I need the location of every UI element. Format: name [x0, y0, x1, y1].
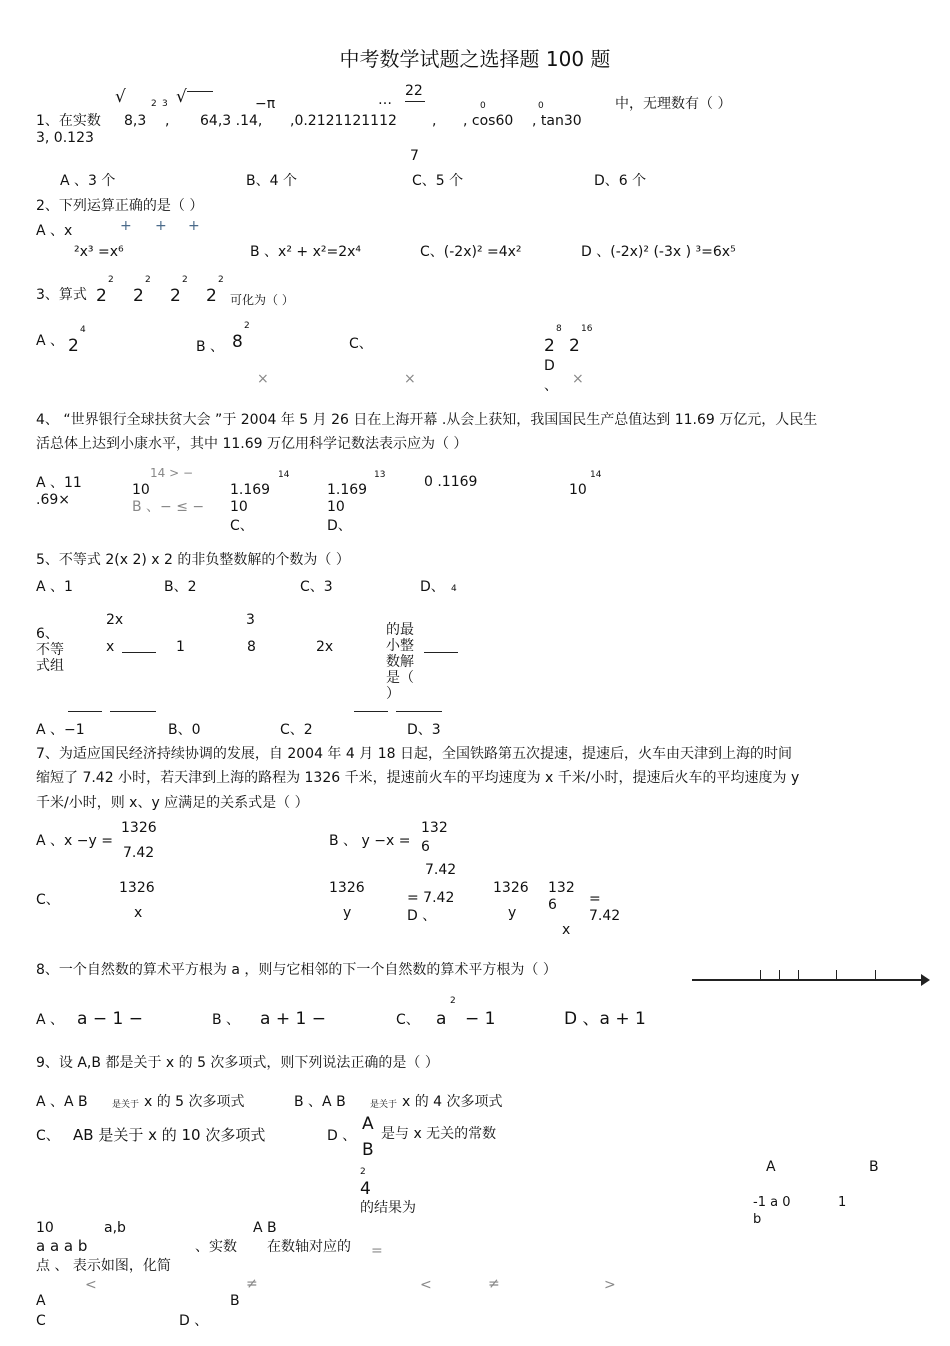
greater-than-sign: >: [604, 1277, 616, 1293]
option-b: B 、: [212, 1012, 241, 1028]
option-c: C、(-2x)² =4x²: [420, 244, 522, 260]
q6-text: 的最: [386, 622, 414, 638]
option-b: B 、: [196, 339, 225, 355]
q6-text: 8: [247, 639, 256, 655]
degree-mark: 0: [480, 101, 486, 111]
option-a: A 、−1: [36, 722, 85, 738]
option-c: C、: [36, 892, 60, 908]
q7-text: 缩短了 7.42 小时，若天津到上海的路程为 1326 千米，提速前火车的平均速度为 x 千米/小时，提速后火车的平均速度为 y: [36, 770, 800, 786]
option-c: C、2: [280, 722, 313, 738]
not-equal-sign: ≠: [246, 1276, 258, 1292]
plus-mark: +: [120, 218, 132, 234]
option-d: D、: [327, 518, 352, 534]
option-b: B、2: [164, 579, 197, 595]
option-d: D 、a + 1: [564, 1009, 646, 1029]
q5-text: 5、不等式 2(x 2) x 2 的非负整数解的个数为（ ）: [36, 552, 350, 568]
less-than-sign: <: [420, 1277, 432, 1293]
option-d: D、3: [407, 722, 441, 738]
q10-text: 的结果为: [360, 1200, 416, 1216]
option-d-exponent: 14: [590, 470, 602, 480]
q10-text: 10: [36, 1220, 54, 1236]
q6-text: 3: [246, 612, 255, 628]
q10-text: 在数轴对应的: [267, 1239, 351, 1255]
option-a-value: 10: [132, 482, 150, 498]
q1-text: , tan30: [532, 113, 582, 129]
q6-text: 6、: [36, 626, 59, 642]
q3-exponent: 2: [145, 275, 151, 285]
option-a-value: a − 1 −: [77, 1009, 143, 1029]
number-line-labels: -1 a 0: [753, 1195, 791, 1210]
q3-base: 2: [170, 286, 181, 306]
option-a: A 、11: [36, 475, 82, 491]
option-d: D: [544, 358, 555, 374]
q10-text: A B: [253, 1220, 277, 1236]
option-a: A 、: [36, 333, 65, 349]
q2-text: A 、x: [36, 223, 73, 239]
q1-text: 1、在实数: [36, 113, 101, 129]
option-c-value: = 7.42: [407, 890, 455, 906]
option-d: D 、(-2x)² (-3x ) ³=6x⁵: [581, 244, 736, 260]
option-d-value: y: [508, 905, 517, 921]
option-b-value: a + 1 −: [260, 1009, 326, 1029]
q10-text: 4: [360, 1179, 371, 1199]
option-a: A 、x −y =: [36, 833, 113, 849]
q2-text: 2、下列运算正确的是（ ）: [36, 198, 204, 214]
q6-text: 数解: [386, 654, 414, 670]
sqrt-icon: √: [115, 87, 126, 107]
q1-text: , cos60: [463, 113, 514, 129]
q4-text: 活总体上达到小康水平，其中 11.69 万亿用科学记数法表示应为（ ）: [36, 436, 468, 452]
option-b: B、4 个: [246, 173, 297, 189]
q10-text: a a a b: [36, 1237, 88, 1255]
option-d-value: x: [562, 922, 571, 938]
q6-text: 不等: [36, 642, 64, 658]
option-b-value: 1.169: [230, 482, 271, 498]
plus-mark: +: [188, 218, 200, 234]
option-b: x 的 4 次多项式: [402, 1094, 503, 1110]
q6-text: 1: [176, 639, 185, 655]
number-line-tick: [798, 970, 799, 980]
option-c: C、: [349, 336, 373, 352]
option-c: C: [36, 1313, 46, 1329]
q6-text: 是（: [386, 670, 414, 686]
times-icon: ×: [572, 371, 584, 387]
option-d-value: 4: [451, 584, 457, 594]
option-b-value: 8: [232, 332, 243, 352]
fraction-numerator: 22: [405, 83, 423, 99]
blank: [110, 711, 156, 712]
q4-text: 4、 “世界银行全球扶贫大会 ”于 2004 年 5 月 26 日在上海开幕 .从会上获知，我国国民生产总值达到 11.69 万亿元，人民生: [36, 412, 818, 428]
times-icon: ×: [404, 371, 416, 387]
option-a: A 、: [36, 1012, 65, 1028]
number-line-arrow-icon: [692, 979, 922, 981]
q9-text: 9、设 A,B 都是关于 x 的 5 次多项式，则下列说法正确的是（ ）: [36, 1055, 439, 1071]
q6-text: 2x: [316, 639, 334, 655]
option-c-exponent: 13: [374, 470, 386, 480]
option-d-value: 1326: [493, 880, 529, 896]
option-b: 是关于: [370, 1100, 398, 1110]
option-b: B 、x² + x²=2x⁴: [250, 244, 362, 260]
option-value: 2: [544, 336, 555, 356]
q3-exponent: 2: [108, 275, 114, 285]
less-than-sign: <: [85, 1277, 97, 1293]
q3-exponent: 2: [218, 275, 224, 285]
option-d-value: 7.42: [589, 908, 621, 924]
q3-exponent: 2: [182, 275, 188, 285]
option-a-exponent: 14 > −: [150, 466, 194, 480]
page-title: 中考数学试题之选择题 100 题: [339, 47, 611, 71]
blank: [68, 711, 102, 712]
option-a: .69×: [36, 492, 70, 508]
radical-bar: [187, 91, 213, 92]
option-c: C、: [396, 1012, 420, 1028]
q10-text: a,b: [104, 1220, 126, 1236]
option-a-value: 1326: [121, 820, 157, 836]
q3-text: 可化为（ ）: [230, 293, 294, 307]
q1-text: 中，无理数有（ ）: [615, 96, 732, 112]
option-b-value: 10: [230, 499, 248, 515]
option-d-value: =: [589, 891, 601, 907]
ellipsis: …: [378, 92, 392, 108]
option-b: B 、− ≤ −: [132, 499, 205, 515]
q1-text: 3: [162, 99, 168, 109]
q10-exponent: 2: [360, 1167, 366, 1177]
number-line-tick: [760, 970, 761, 980]
number-line-labels: 1: [838, 1195, 847, 1210]
blank: [122, 652, 156, 653]
option-c-value: 1.169: [327, 482, 368, 498]
times-icon: ×: [257, 371, 269, 387]
q8-text: 8、一个自然数的算术平方根为 a ，则与它相邻的下一个自然数的算术平方根为（ ）: [36, 962, 557, 978]
option-d: D 、: [327, 1128, 357, 1144]
option-c-value: 1326: [329, 880, 365, 896]
number-line-labels: b: [753, 1212, 762, 1227]
option-c-value: 10: [327, 499, 345, 515]
fraction-bar: [405, 101, 425, 102]
option-d: 是与 x 无关的常数: [381, 1126, 497, 1142]
option-c: C、: [230, 518, 254, 534]
option-b: B 、 y −x =: [329, 833, 411, 849]
option-b-exponent: 14: [278, 470, 290, 480]
option-c-value: − 1: [465, 1009, 496, 1029]
option-c-value: x: [134, 905, 143, 921]
option-b-value: 7.42: [425, 862, 457, 878]
option-c: AB 是关于 x 的 10 次多项式: [73, 1126, 266, 1144]
option-d: D、6 个: [594, 173, 647, 189]
q10-text: 点 、 表示如图，化简: [36, 1258, 171, 1274]
option-a: x 的 5 次多项式: [144, 1094, 245, 1110]
option-a: A 、1: [36, 579, 73, 595]
q1-text: 8,3: [124, 113, 147, 129]
option-a: ²x³ =x⁶: [74, 244, 124, 260]
q1-text: ,: [165, 113, 170, 129]
blank: [354, 711, 388, 712]
q10-text: 、实数: [195, 1239, 237, 1255]
option-d-value: 132: [548, 880, 575, 896]
not-equal-sign: ≠: [488, 1276, 500, 1292]
option-b-exponent: 2: [244, 321, 250, 331]
point-label-a: A: [766, 1159, 776, 1175]
option-c: C、: [36, 1128, 60, 1144]
q1-text: 64,3 .14,: [200, 113, 263, 129]
option-a-exponent: 4: [80, 325, 86, 335]
option-d-numerator: A: [362, 1114, 374, 1134]
option-value: 2: [569, 336, 580, 356]
fraction-denominator: 7: [410, 148, 419, 164]
q6-text: x: [106, 639, 115, 655]
option-a-value: 7.42: [123, 845, 155, 861]
option-c-value: a: [436, 1009, 447, 1029]
number-line-tick: [836, 970, 837, 980]
option-c-value: 1326: [119, 880, 155, 896]
option-d-value: 10: [569, 482, 587, 498]
degree-mark: 0: [538, 101, 544, 111]
q1-text: ,: [432, 113, 437, 129]
option-c: C、5 个: [412, 173, 464, 189]
q1-text: ,0.2121121112: [290, 113, 397, 129]
number-line-tick: [779, 970, 780, 980]
q3-base: 2: [206, 286, 217, 306]
option-d: D 、: [407, 908, 437, 924]
option-b-value: 6: [421, 839, 430, 855]
blank: [396, 711, 442, 712]
option-d-value: 0 .1169: [424, 474, 478, 490]
q1-text: 3, 0.123: [36, 130, 94, 146]
number-line-tick: [875, 970, 876, 980]
option-d: D 、: [179, 1313, 209, 1329]
option-d-mark: 、: [544, 378, 558, 394]
option-c-exponent: 2: [450, 996, 456, 1006]
q3-base: 2: [96, 286, 107, 306]
option-b: B: [230, 1293, 240, 1309]
option-d-value: 6: [548, 897, 557, 913]
option-a-value: 2: [68, 336, 79, 356]
point-label-b: B: [869, 1159, 879, 1175]
q6-text: ）: [386, 686, 400, 702]
plus-mark: +: [155, 218, 167, 234]
q1-text: 2: [151, 99, 157, 109]
equals-sign: =: [371, 1243, 383, 1259]
q6-text: 小整: [386, 638, 414, 654]
option-a: A: [36, 1293, 46, 1309]
option-b: B、0: [168, 722, 201, 738]
q6-text: 式组: [36, 658, 64, 674]
q7-text: 7、为适应国民经济持续协调的发展，自 2004 年 4 月 18 日起，全国铁路第五次提速，提速后，火车由天津到上海的时间: [36, 746, 792, 762]
option-b-value: 132: [421, 820, 448, 836]
q3-base: 2: [133, 286, 144, 306]
q3-text: 3、算式: [36, 287, 87, 303]
option-a: 是关于: [112, 1100, 140, 1110]
option-a: A 、3 个: [60, 173, 116, 189]
q7-text: 千米/小时，则 x、y 应满足的关系式是（ ）: [36, 795, 309, 811]
pi-symbol: −π: [255, 96, 276, 112]
blank: [424, 652, 458, 653]
option-c-value: y: [343, 905, 352, 921]
option-c: C、3: [300, 579, 333, 595]
option-a: A 、A B: [36, 1094, 88, 1110]
option-d-denominator: B: [362, 1140, 374, 1160]
option-d: D、: [420, 579, 445, 595]
option-exponent: 16: [581, 324, 593, 334]
option-exponent: 8: [556, 324, 562, 334]
option-b: B 、A B: [294, 1094, 346, 1110]
sqrt-icon: √: [176, 87, 187, 107]
q6-text: 2x: [106, 612, 124, 628]
